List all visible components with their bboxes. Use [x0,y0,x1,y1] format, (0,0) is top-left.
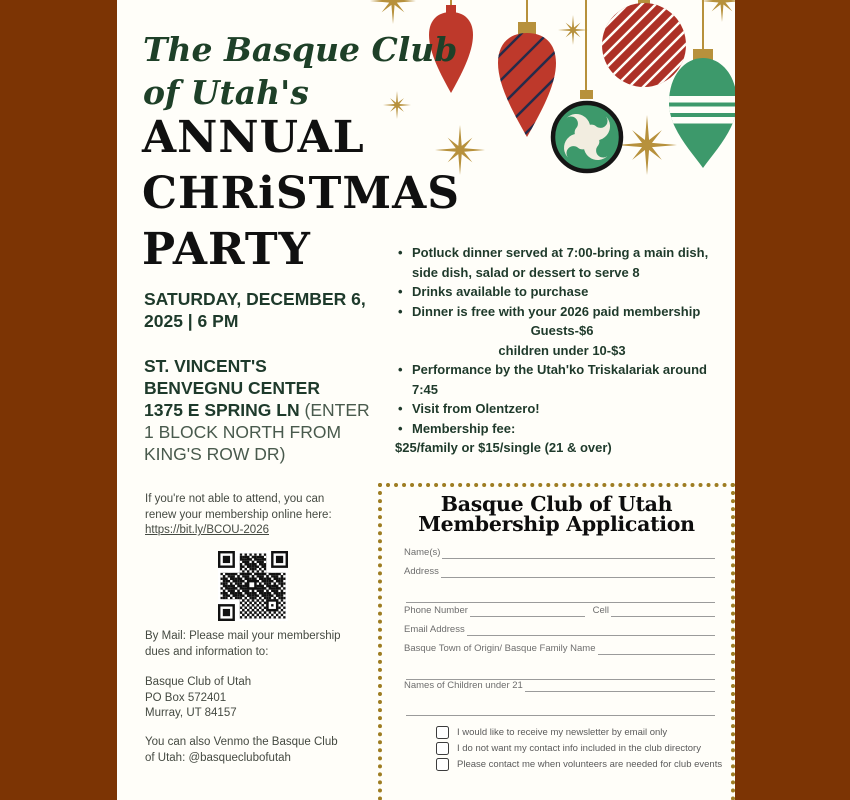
directory-optout-checkbox[interactable] [436,742,449,755]
club-name-script [143,28,457,114]
write-in-line [598,642,716,655]
list-item: • Dinner is free with your 2026 paid membership [395,302,729,322]
write-in-line [441,565,715,578]
membership-fee: $25/family or $15/single (21 & over) [395,440,612,455]
bullet-icon: • [398,245,403,260]
list-item: • Visit from Olentzero! [395,399,729,419]
write-in-line [611,604,715,617]
club-name-line2: of Utah's [143,73,309,112]
list-item: • Potluck dinner served at 7:00-bring a main dish, side dish, salad or dessert to serve 8 [395,243,729,282]
bullet-icon: • [398,362,403,377]
form-field-name: Name(s) [404,545,715,559]
write-in-line [406,590,715,603]
membership-application-form [378,483,735,800]
write-in-line [467,623,715,636]
lauburu-ball-ornament-icon [548,90,627,176]
event-title-line1: ANNUAL [142,112,365,163]
form-field-address-cont [404,589,715,603]
write-in-line [406,703,715,716]
form-field-email: Email Address [404,622,715,636]
form-field-children-cont [404,702,715,716]
event-details-list [395,243,729,458]
list-item: • Membership fee: [395,419,729,439]
event-venue: ST. VINCENT'S BENVEGNU CENTER 1375 E SPRING LN (ENTER 1 BLOCK NORTH FROM KING'S ROW DR) [144,356,370,464]
qr-code [218,551,288,621]
form-field-origin: Basque Town of Origin/ Basque Family Name [404,641,715,655]
mailing-address: Basque Club of Utah PO Box 572401 Murray, UT 84157 [145,676,252,719]
checkbox-row-newsletter: I would like to receive my newsletter by email only [436,726,667,739]
write-in-line [442,546,715,559]
form-field-phone-cell: Phone Number Cell [404,603,715,617]
list-item: • Drinks available to purchase [395,282,729,302]
volunteer-contact-checkbox[interactable] [436,758,449,771]
renew-online-note: If you're not able to attend, you can renew your membership online here: https://bit.ly/BCOU-2026 [145,493,332,536]
bullet-icon: • [398,303,403,319]
form-title: Basque Club of Utah Membership Application [418,492,695,536]
event-title-line2: CHRiSTMAS [142,168,461,219]
guest-price: Guests-$6 [530,323,594,338]
bullet-icon: • [398,420,403,436]
checkbox-row-directory: I do not want my contact info included in the club directory [436,742,701,755]
club-name-line1: The Basque Club [143,30,458,69]
list-item: • Performance by the Utah'ko Triskalariak around 7:45 [395,360,729,399]
bullet-icon: • [398,284,403,299]
newsletter-checkbox[interactable] [436,726,449,739]
form-field-address: Address [404,564,715,578]
venmo-note: You can also Venmo the Basque Club of Utah: @basqueclubofutah [145,736,338,764]
checkbox-row-volunteer: Please contact me when volunteers are needed for club events [436,758,722,771]
membership-renewal-link[interactable]: https://bit.ly/BCOU-2026 [145,524,269,536]
event-title-line3: PARTY [142,224,311,275]
child-price: children under 10-$3 [498,342,626,358]
bullet-icon: • [398,401,403,416]
write-in-line [470,604,585,617]
event-datetime: SATURDAY, DECEMBER 6, 2025 | 6 PM [144,289,366,331]
write-in-line [525,679,715,692]
flyer-page [117,0,735,800]
mail-instructions: By Mail: Please mail your membership dues and information to: [145,630,341,658]
form-field-children: Names of Children under 21 [404,678,715,692]
